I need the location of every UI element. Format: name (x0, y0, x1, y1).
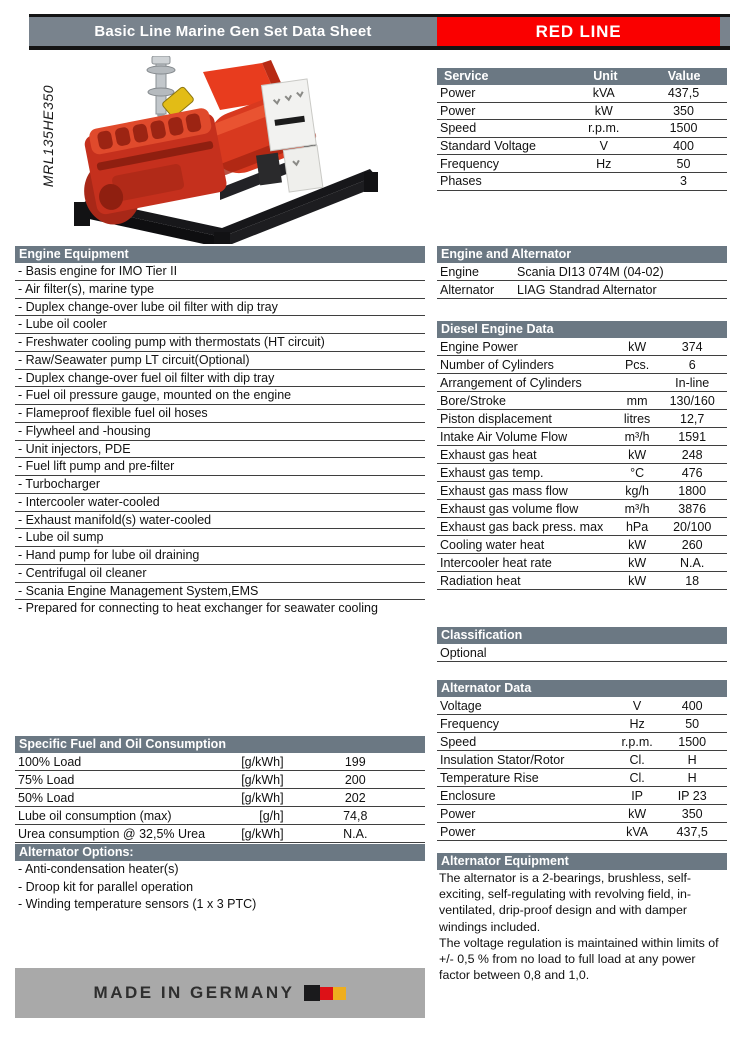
table-row: Intercooler heat rate kW N.A. (437, 554, 727, 572)
engine-alternator-rows (437, 263, 727, 299)
list-item: - Basis engine for IMO Tier II (15, 263, 425, 281)
list-item: - Fuel oil pressure gauge, mounted on the engine (15, 387, 425, 405)
table-row: Speed r.p.m. 1500 (437, 120, 727, 138)
table-row: Urea consumption @ 32,5% Urea [g/kWh] N.A. (15, 825, 425, 843)
diesel-engine-data-section (437, 321, 727, 590)
table-row: Number of Cylinders Pcs. 6 (437, 356, 727, 374)
table-row: Piston displacement litres 12,7 (437, 410, 727, 428)
alternator-options-section (15, 844, 425, 914)
alternator-data-section (437, 680, 727, 841)
table-row: Temperature Rise Cl. H (437, 769, 727, 787)
table-row: Cooling water heat kW 260 (437, 536, 727, 554)
table-row: Power kVA 437,5 (437, 823, 727, 841)
list-item: - Scania Engine Management System,EMS (15, 583, 425, 601)
table-row: Exhaust gas temp. °C 476 (437, 464, 727, 482)
list-item: - Flywheel and -housing (15, 423, 425, 441)
alternator-options-title: Alternator Options: (15, 844, 425, 861)
alternator-equipment-section (437, 853, 727, 983)
engine-alternator-title: Engine and Alternator (437, 246, 727, 263)
alternator-data-rows (437, 697, 727, 841)
table-row: Voltage V 400 (437, 697, 727, 715)
list-item: - Winding temperature sensors (1 x 3 PTC) (18, 897, 257, 911)
fuel-consumption-rows (15, 753, 425, 843)
list-item: - Lube oil cooler (15, 316, 425, 334)
table-row: Engine Power kW 374 (437, 338, 727, 356)
list-item: - Unit injectors, PDE (15, 441, 425, 459)
list-item: - Duplex change-over fuel oil filter with dip tray (15, 370, 425, 388)
table-row: Alternator LIAG Standrad Alternator (437, 281, 727, 299)
diesel-engine-data-rows (437, 338, 727, 590)
list-item: The alternator is a 2-bearings, brushless, self-exciting, self-regulating with revolving field, in-ventilated, drip-proof design and with damper windings included. (439, 871, 692, 934)
list-item: - Anti-condensation heater(s) (18, 862, 179, 876)
table-row: Insulation Stator/Rotor Cl. H (437, 751, 727, 769)
table-row: Arrangement of Cylinders In-line (437, 374, 727, 392)
alternator-equipment-title: Alternator Equipment (437, 853, 727, 870)
list-item: - Turbocharger (15, 476, 425, 494)
header-banner (29, 14, 730, 50)
list-item: - Centrifugal oil cleaner (15, 565, 425, 583)
table-row: Engine Scania DI13 074M (04-02) (437, 263, 727, 281)
list-item: - Exhaust manifold(s) water-cooled (15, 512, 425, 530)
fuel-consumption-title: Specific Fuel and Oil Consumption (15, 736, 425, 753)
table-row: Exhaust gas mass flow kg/h 1800 (437, 482, 727, 500)
alternator-options-list (15, 861, 425, 914)
table-row: Intake Air Volume Flow m³/h 1591 (437, 428, 727, 446)
list-item: - Intercooler water-cooled (15, 494, 425, 512)
list-item: The voltage regulation is maintained within limits of +/- 0,5 % from no load to full load at any power factor between 0,8 and 1,0. (439, 935, 719, 983)
service-table-rows (437, 85, 727, 191)
list-item: - Flameproof flexible fuel oil hoses (15, 405, 425, 423)
table-row: Standard Voltage V 400 (437, 138, 727, 156)
brand-badge: RED LINE (437, 17, 720, 46)
genset-illustration-icon (70, 56, 400, 244)
made-in-germany-badge (15, 968, 425, 1018)
table-row: 75% Load [g/kWh] 200 (15, 771, 425, 789)
table-row: Enclosure IP IP 23 (437, 787, 727, 805)
classification-section (437, 627, 727, 662)
list-item: - Lube oil sump (15, 529, 425, 547)
table-row: Radiation heat kW 18 (437, 572, 727, 590)
fuel-consumption-section (15, 736, 425, 843)
table-row: Power kVA 437,5 (437, 85, 727, 103)
table-row: Bore/Stroke mm 130/160 (437, 392, 727, 410)
table-row: Power kW 350 (437, 103, 727, 121)
table-row: Phases 3 (437, 173, 727, 191)
list-item: - Prepared for connecting to heat exchanger for seawater cooling (18, 601, 378, 616)
column-header-service: Service (444, 69, 489, 83)
service-table (437, 68, 727, 191)
genset-image (70, 56, 400, 244)
page-title: Basic Line Marine Gen Set Data Sheet (94, 23, 372, 40)
germany-flag-icon (304, 985, 346, 1001)
table-row: Frequency Hz 50 (437, 155, 727, 173)
table-row: 50% Load [g/kWh] 202 (15, 789, 425, 807)
list-item: - Air filter(s), marine type (15, 281, 425, 299)
column-header-value: Value (667, 69, 701, 83)
engine-alternator-section (437, 246, 727, 299)
classification-rows (437, 644, 727, 662)
table-row: Optional (437, 644, 727, 662)
table-row: Exhaust gas heat kW 248 (437, 446, 727, 464)
engine-equipment-list (15, 263, 425, 618)
table-row: Exhaust gas volume flow m³/h 3876 (437, 500, 727, 518)
service-table-header (437, 68, 727, 85)
table-row: Frequency Hz 50 (437, 715, 727, 733)
list-item: - Freshwater cooling pump with thermostats (HT circuit) (15, 334, 425, 352)
list-item: - Raw/Seawater pump LT circuit(Optional) (15, 352, 425, 370)
made-in-germany-label: MADE IN GERMANY (93, 983, 295, 1002)
alternator-data-title: Alternator Data (437, 680, 727, 697)
list-item: - Droop kit for parallel operation (18, 879, 194, 894)
table-row: Exhaust gas back press. max hPa 20/100 (437, 518, 727, 536)
alternator-equipment-text (437, 870, 727, 983)
classification-title: Classification (437, 627, 727, 644)
list-item: - Duplex change-over lube oil filter with dip tray (15, 299, 425, 317)
column-header-unit: Unit (593, 69, 618, 83)
table-row: Speed r.p.m. 1500 (437, 733, 727, 751)
list-item: - Fuel lift pump and pre-filter (15, 458, 425, 476)
engine-equipment-title: Engine Equipment (15, 246, 425, 263)
list-item: - Hand pump for lube oil draining (15, 547, 425, 565)
table-row: Power kW 350 (437, 805, 727, 823)
engine-equipment-section (15, 246, 425, 618)
table-row: 100% Load [g/kWh] 199 (15, 753, 425, 771)
model-label: MRL135HE350 (40, 84, 56, 188)
table-row: Lube oil consumption (max) [g/h] 74,8 (15, 807, 425, 825)
diesel-engine-data-title: Diesel Engine Data (437, 321, 727, 338)
